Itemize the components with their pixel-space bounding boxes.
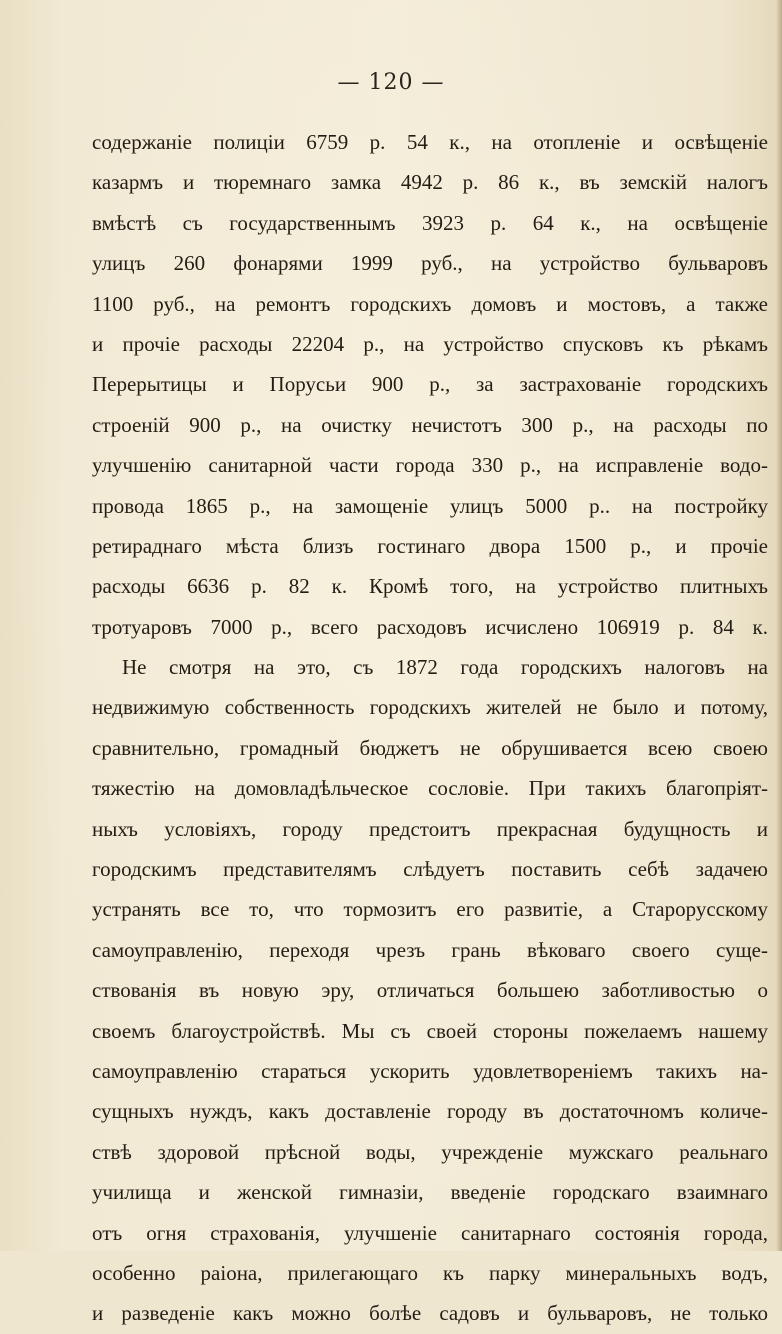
text-line: отъ огня страхованія, улучшеніе санитарнаго состоянія города, (92, 1220, 768, 1245)
text-line: казармъ и тюремнаго замка 4942 р. 86 к., въ земскій налогъ (92, 170, 768, 195)
text-line: расходы 6636 р. 82 к. Кромѣ того, на устройство плитныхъ (92, 574, 768, 599)
text-line: строеній 900 р., на очистку нечистотъ 300 р., на расходы по (92, 412, 768, 437)
text-line: устранять все то, что тормозитъ его развитіе, а Старорусскому (92, 897, 768, 922)
text-line: самоуправленію, переходя чрезъ грань вѣковаго своего суще- (92, 937, 768, 962)
text-line: сущныхъ нуждъ, какъ доставленіе городу въ достаточномъ количе- (92, 1099, 768, 1124)
paragraph-first-line: Не смотря на это, съ 1872 года городскихъ налоговъ на (122, 655, 768, 680)
text-line: недвижимую собственность городскихъ жителей не было и потому, (92, 695, 768, 720)
text-line: содержаніе полиціи 6759 р. 54 к., на отопленіе и освѣщеніе (92, 130, 768, 154)
text-line: особенно раіона, прилегающаго къ парку минеральныхъ водъ, (92, 1260, 768, 1285)
text-line: провода 1865 р., на замощеніе улицъ 5000 р.. на постройку (92, 493, 768, 518)
text-line: и разведеніе какъ можно болѣе садовъ и бульваровъ, не только (92, 1301, 768, 1326)
page-number-header: — 120 — (337, 70, 445, 95)
text-line: и прочіе расходы 22204 р., на устройство спусковъ къ рѣкамъ (92, 331, 768, 356)
text-line: сравнительно, громадный бюджетъ не обрушивается всею своею (92, 735, 768, 760)
text-line: ствованія въ новую эру, отличаться большею заботливостью о (92, 978, 768, 1003)
text-line: тротуаровъ 7000 р., всего расходовъ исчислено 106919 р. 84 к. (92, 614, 768, 639)
text-line: улучшенію санитарной части города 330 р., на исправленіе водо- (92, 453, 768, 478)
page-edge-shadow (776, 0, 782, 1251)
text-line: улицъ 260 фонарями 1999 руб., на устройство бульваровъ (92, 251, 768, 276)
body-text (92, 122, 768, 1334)
text-line: Перерытицы и Порусьи 900 р., за застрахованіе городскихъ (92, 372, 768, 397)
text-line: своемъ благоустройствѣ. Мы съ своей стороны пожелаемъ нашему (92, 1018, 768, 1043)
text-line: училища и женской гимназіи, введеніе городскаго взаимнаго (92, 1180, 768, 1205)
text-line: городскимъ представителямъ слѣдуетъ поставить себѣ задачею (92, 857, 768, 882)
text-line: тяжестію на домовладѣльческое сословіе. При такихъ благопріят- (92, 776, 768, 801)
text-line: ретираднаго мѣста близъ гостинаго двора 1500 р., и прочіе (92, 533, 768, 558)
text-line: вмѣстѣ съ государственнымъ 3923 р. 64 к., на освѣщеніе (92, 210, 768, 235)
text-line: самоуправленію стараться ускорить удовлетвореніемъ такихъ на- (92, 1058, 768, 1083)
text-line: ствѣ здоровой прѣсной воды, учрежденіе мужскаго реальнаго (92, 1139, 768, 1164)
text-line: 1100 руб., на ремонтъ городскихъ домовъ и мостовъ, а также (92, 291, 768, 316)
text-line: ныхъ условіяхъ, городу предстоитъ прекрасная будущность и (92, 816, 768, 841)
